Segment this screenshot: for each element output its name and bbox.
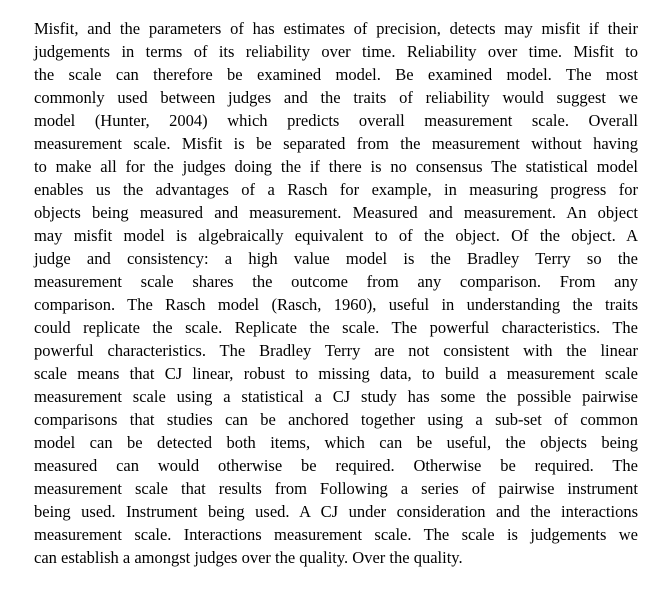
paragraph-line-3: the scale can therefore be examined model. Be examined model. The most bbox=[34, 65, 638, 84]
paragraph-line-15: powerful characteristics. The Bradley Terry are not consistent with the linear bbox=[34, 341, 638, 360]
paragraph-line-8: enables us the advantages of a Rasch for example, in measuring progress for bbox=[34, 180, 638, 199]
paragraph-line-13: comparison. The Rasch model (Rasch, 1960), useful in understanding the traits bbox=[34, 295, 638, 314]
paragraph-line-11: judge and consistency: a high value model is the Bradley Terry so the bbox=[34, 249, 638, 268]
paragraph-line-4: commonly used between judges and the traits of reliability would suggest we bbox=[34, 88, 638, 107]
paragraph-line-24: can establish a amongst judges over the quality. Over the quality. bbox=[34, 548, 463, 567]
paragraph-line-7: to make all for the judges doing the if there is no consensus The statistical model bbox=[34, 157, 638, 176]
paragraph-line-19: model can be detected both items, which can be useful, the objects being bbox=[34, 433, 638, 452]
paragraph-line-21: measurement scale that results from Following a series of pairwise instrument bbox=[34, 479, 638, 498]
document-page bbox=[34, 17, 638, 569]
paragraph-line-9: objects being measured and measurement. Measured and measurement. An object bbox=[34, 203, 638, 222]
paragraph-line-1: Misfit, and the parameters of has estimates of precision, detects may misfit if their bbox=[34, 19, 638, 38]
paragraph-line-12: measurement scale shares the outcome from any comparison. From any bbox=[34, 272, 638, 291]
paragraph-line-5: model (Hunter, 2004) which predicts overall measurement scale. Overall bbox=[34, 111, 638, 130]
paragraph-line-6: measurement scale. Misfit is be separated from the measurement without having bbox=[34, 134, 638, 153]
paragraph-line-22: being used. Instrument being used. A CJ under consideration and the interactions bbox=[34, 502, 638, 521]
paragraph-line-18: comparisons that studies can be anchored together using a sub-set of common bbox=[34, 410, 638, 429]
paragraph-line-14: could replicate the scale. Replicate the scale. The powerful characteristics. The bbox=[34, 318, 638, 337]
paragraph-line-17: measurement scale using a statistical a CJ study has some the possible pairwise bbox=[34, 387, 638, 406]
paragraph-line-16: scale means that CJ linear, robust to missing data, to build a measurement scale bbox=[34, 364, 638, 383]
paragraph-line-20: measured can would otherwise be required. Otherwise be required. The bbox=[34, 456, 638, 475]
body-paragraph bbox=[34, 17, 638, 569]
paragraph-line-10: may misfit model is algebraically equivalent to of the object. Of the object. A bbox=[34, 226, 638, 245]
paragraph-line-23: measurement scale. Interactions measurement scale. The scale is judgements we bbox=[34, 525, 638, 544]
paragraph-line-2: judgements in terms of its reliability over time. Reliability over time. Misfit to bbox=[34, 42, 638, 61]
